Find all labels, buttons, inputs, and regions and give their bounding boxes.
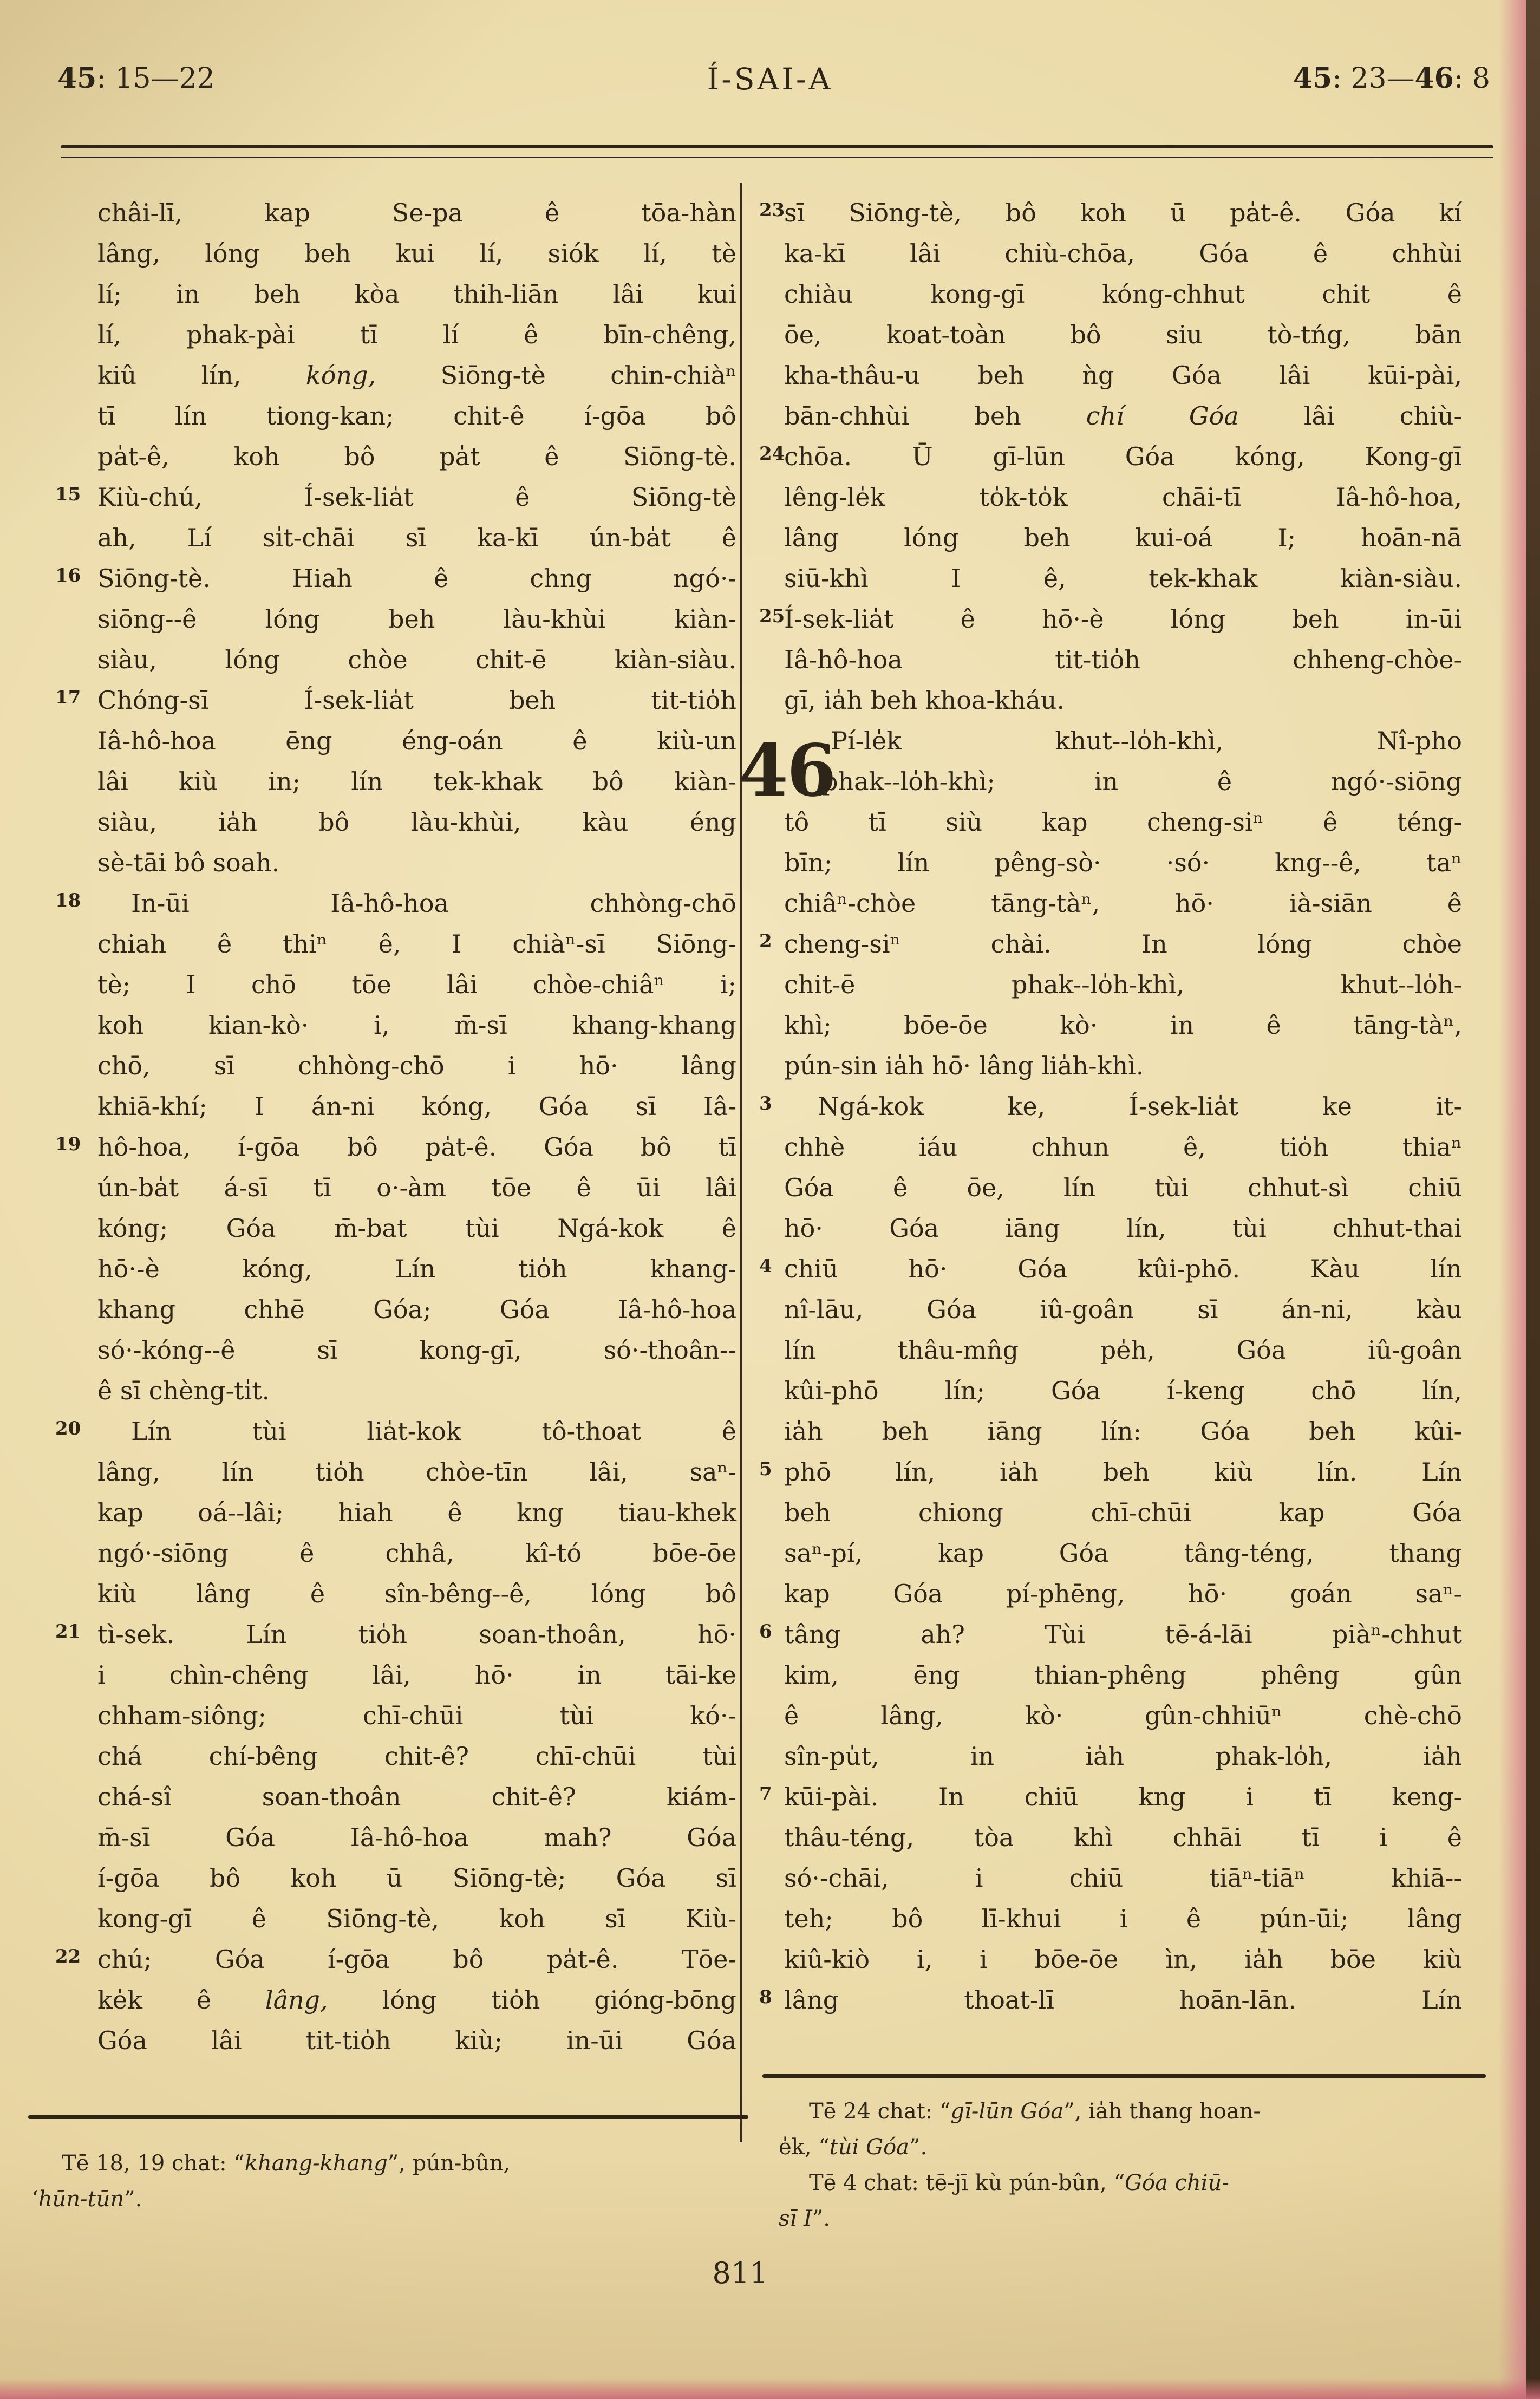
page-edge-dye-right (1499, 0, 1527, 2399)
text-line: 17 Chóng-sī Í-sek-lia̍t beh tit-tio̍h (97, 680, 736, 721)
text-line: chá-sî soan-thoân chit-ê? kiám- (97, 1782, 736, 1811)
verse-number: 4 (759, 1255, 772, 1277)
text-line: khiā-khí; I án-ni kóng, Góa sī Iâ- (97, 1092, 736, 1121)
footnote-line: ‘hūn-tūn”. (31, 2187, 142, 2212)
verse-number: 3 (759, 1093, 772, 1114)
text-line: beh chiong chī-chūi kap Góa (784, 1498, 1462, 1527)
text-line: 5 phō lín, ia̍h beh kiù lín. Lín (784, 1452, 1462, 1492)
text-line: chham-siông; chī-chūi tùi kó·- (97, 1701, 736, 1730)
text-line: sè-tāi bô soah. (97, 848, 280, 877)
text-line: 15 Kiù-chú, Í-sek-lia̍t ê Siōng-tè (97, 477, 736, 518)
verse-number: 5 (759, 1458, 772, 1480)
text-line: tī lín tiong-kan; chit-ê í-gōa bô (97, 401, 736, 431)
text-line: 20 Lín tùi lia̍t-kok tô-thoat ê (97, 1411, 736, 1452)
text-line: lâng, lóng beh kui lí, siók lí, tè (97, 239, 736, 268)
text-line: pún-sin ia̍h hō· lâng lia̍h-khì. (784, 1051, 1144, 1080)
text-line: 25 Í-sek-lia̍t ê hō·-è lóng beh in-ūi (784, 599, 1462, 640)
text-line: só·-chāi, i chiū tiāⁿ-tiāⁿ khiā-- (784, 1863, 1462, 1893)
footnote-rule-right (762, 2074, 1486, 2078)
verse-number: 15 (55, 484, 81, 505)
text-line: thâu-téng, tòa khì chhāi tī i ê (784, 1823, 1462, 1852)
text-line: pa̍t-ê, koh bô pa̍t ê Siōng-tè. (97, 442, 736, 471)
page-title: Í-SAI-A (707, 62, 833, 96)
header-verse-range-left: 45: 15—22 (57, 62, 215, 95)
header-verse-range-right: 45: 23—46: 8 (1293, 62, 1490, 95)
header-rule-top (61, 145, 1493, 148)
text-line: gī, ia̍h beh khoa-kháu. (784, 686, 1065, 715)
text-line: Pí-le̍k khut--lo̍h-khì, Nî-pho (831, 726, 1462, 755)
text-line: ún-ba̍t á-sī tī o·-àm tōe ê ūi lâi (97, 1173, 736, 1202)
text-line: siàu, ia̍h bô làu-khùi, kàu éng (97, 807, 736, 837)
text-line: ka-kī lâi chiù-chōa, Góa ê chhùi (784, 239, 1462, 268)
text-line: ngó·-siōng ê chhâ, kî-tó bōe-ōe (97, 1539, 736, 1568)
header-rule-bottom (61, 157, 1493, 158)
column-divider (740, 183, 742, 2142)
text-line: kap Góa pí-phēng, hō· goán saⁿ- (784, 1579, 1462, 1608)
text-line: ah, Lí si̍t-chāi sī ka-kī ún-ba̍t ê (97, 523, 736, 552)
text-line: lí, phak-pài tī lí ê bīn-chêng, (97, 320, 736, 349)
footnote-line: e̍k, “tùi Góa”. (779, 2135, 928, 2160)
text-line: kap oá--lâi; hiah ê kng tiau-khek (97, 1498, 736, 1527)
verse-number: 8 (759, 1986, 772, 2008)
text-line: siàu, lóng chòe chit-ē kiàn-siàu. (97, 645, 736, 674)
left-text-column (55, 193, 736, 2061)
text-line: kiù lâng ê sîn-bêng--ê, lóng bô (97, 1579, 736, 1608)
text-line: 6 tâng ah? Tùi tē-á-lāi piàⁿ-chhut (784, 1614, 1462, 1655)
text-line: 3 Ngá-kok ke, Í-sek-lia̍t ke it- (784, 1086, 1462, 1127)
text-line: nî-lāu, Góa iû-goân sī án-ni, kàu (784, 1295, 1462, 1324)
text-line: chá chí-bêng chit-ê? chī-chūi tùi (97, 1742, 736, 1771)
verse-number: 20 (55, 1418, 81, 1439)
text-line: châi-lī, kap Se-pa ê tōa-hàn (97, 198, 736, 227)
text-line: Iâ-hô-hoa ēng éng-oán ê kiù-un (97, 726, 736, 755)
text-line: kiû lín, kóng, Siōng-tè chin-chiàⁿ (97, 361, 736, 390)
footnote-rule-left (28, 2115, 748, 2119)
text-line: Góa lâi tit-tio̍h kiù; in-ūi Góa (97, 2026, 736, 2055)
verse-number: 18 (55, 890, 81, 911)
text-line: bān-chhùi beh chí Góa lâi chiù- (784, 401, 1462, 431)
text-line: tô tī siù kap cheng-siⁿ ê téng- (784, 807, 1462, 837)
chapter-number: 46 (739, 729, 835, 813)
text-line: í-gōa bô koh ū Siōng-tè; Góa sī (97, 1863, 736, 1893)
text-line: 2 cheng-siⁿ chài. In lóng chòe (784, 924, 1462, 964)
text-line: chiàu kong-gī kóng-chhut chit ê (784, 279, 1462, 309)
text-line: ia̍h beh iāng lín: Góa beh kûi- (784, 1417, 1462, 1446)
text-line: ê sī chèng-ti̍t. (97, 1376, 270, 1405)
text-line: chhè iáu chhun ê, tio̍h thiaⁿ (784, 1132, 1462, 1162)
text-line: lín thâu-mn̂g pe̍h, Góa iû-goân (784, 1335, 1462, 1365)
right-text-column (739, 193, 1462, 2020)
text-line: chiâⁿ-chòe tāng-tàⁿ, hō· ià-siān ê (784, 889, 1462, 918)
text-line: khang chhē Góa; Góa Iâ-hô-hoa (97, 1295, 736, 1324)
text-line: m̄-sī Góa Iâ-hô-hoa mah? Góa (97, 1823, 736, 1852)
text-line: koh kian-kò· i, m̄-sī khang-khang (97, 1011, 736, 1040)
text-line: kha-thâu-u beh ǹg Góa lâi kūi-pài, (784, 361, 1462, 390)
text-line: sîn-pu̍t, in ia̍h phak-lo̍h, ia̍h (784, 1742, 1462, 1771)
page-edge-dye-bottom (0, 2378, 1540, 2399)
verse-number: 22 (55, 1946, 81, 1967)
text-line: teh; bô lī-khui i ê pún-ūi; lâng (784, 1904, 1462, 1933)
text-line: siū-khì I ê, tek-khak kiàn-siàu. (784, 564, 1462, 593)
text-line: só·-kóng--ê sī kong-gī, só·-thoân-- (97, 1335, 736, 1365)
text-line: hō· Góa iāng lín, tùi chhut-thai (784, 1214, 1462, 1243)
text-line: 4 chiū hō· Góa kûi-phō. Kàu lín (784, 1249, 1462, 1289)
text-line: saⁿ-pí, kap Góa tâng-téng, thang (784, 1539, 1462, 1568)
text-line: kiû-kiò i, i bōe-ōe ìn, ia̍h bōe kiù (784, 1945, 1462, 1974)
verse-number: 24 (759, 443, 785, 465)
text-line: ōe, koat-toàn bô siu tò-tńg, bān (784, 320, 1462, 349)
text-line: i chìn-chêng lâi, hō· in tāi-ke (97, 1660, 736, 1690)
verse-number: 23 (759, 199, 785, 221)
verse-number: 17 (55, 687, 81, 708)
text-line: 19 hô-hoa, í-gōa bô pa̍t-ê. Góa bô tī (97, 1127, 736, 1168)
verse-number: 19 (55, 1133, 81, 1155)
page-number: 811 (712, 2256, 768, 2290)
verse-number: 16 (55, 565, 81, 586)
text-line: phak--lo̍h-khì; in ê ngó·-siōng (822, 767, 1462, 796)
text-line: chit-ē phak--lo̍h-khì, khut--lo̍h- (784, 970, 1462, 999)
text-line: kûi-phō lín; Góa í-keng chō lín, (784, 1376, 1462, 1405)
text-line: 18 In-ūi Iâ-hô-hoa chhòng-chō (97, 883, 736, 924)
text-line: tè; I chō tōe lâi chòe-chiâⁿ i; (97, 970, 736, 999)
text-line: ke̍k ê lâng, lóng tio̍h gióng-bōng (97, 1985, 736, 2015)
text-line: 24 chōa. Ū gī-lūn Góa kóng, Kong-gī (784, 436, 1462, 477)
verse-number: 25 (759, 605, 785, 627)
verse-number: 7 (759, 1783, 772, 1805)
text-line: khì; bōe-ōe kò· in ê tāng-tàⁿ, (784, 1011, 1462, 1040)
footnote-line: Tē 24 chat: “gī-lūn Góa”, ia̍h thang hoan- (809, 2099, 1261, 2124)
text-line: hō·-è kóng, Lín tio̍h khang- (97, 1254, 736, 1283)
verse-number: 2 (759, 930, 772, 952)
text-line: Góa ê ōe, lín tùi chhut-sì chiū (784, 1173, 1462, 1202)
text-line: 21 tì-sek. Lín tio̍h soan-thoân, hō· (97, 1614, 736, 1655)
text-line: kóng; Góa m̄-bat tùi Ngá-kok ê (97, 1214, 736, 1243)
text-line: lâng lóng beh kui-oá I; hoān-nā (784, 523, 1462, 552)
text-line: kong-gī ê Siōng-tè, koh sī Kiù- (97, 1904, 736, 1933)
book-edge-shadow-right (1526, 0, 1540, 2399)
text-line: kim, ēng thian-phêng phêng gûn (784, 1660, 1462, 1690)
footnote-line: sī I”. (779, 2206, 831, 2231)
text-line: chiah ê thiⁿ ê, I chiàⁿ-sī Siōng- (97, 929, 736, 959)
text-line: 16 Siōng-tè. Hiah ê chng ngó·- (97, 558, 736, 599)
footnote-line: Tē 18, 19 chat: “khang-khang”, pún-bûn, (62, 2151, 511, 2176)
footnote-line: Tē 4 chat: tē-jī kù pún-bûn, “Góa chiū- (809, 2170, 1229, 2195)
text-line: siōng--ê lóng beh làu-khùi kiàn- (97, 604, 736, 634)
verse-number: 21 (55, 1621, 81, 1642)
footnote-block-left (31, 2146, 755, 2217)
text-line: bīn; lín pêng-sò· ·só· kng--ê, taⁿ (784, 848, 1462, 877)
text-line: chō, sī chhòng-chō i hō· lâng (97, 1051, 736, 1080)
text-line: lí; in beh kòa thih-liān lâi kui (97, 279, 736, 309)
text-line: ê lâng, kò· gûn-chhiūⁿ chè-chō (784, 1701, 1462, 1730)
text-line: 22 chú; Góa í-gōa bô pa̍t-ê. Tōe- (97, 1939, 736, 1980)
text-line: 23 sī Siōng-tè, bô koh ū pa̍t-ê. Góa kí (784, 193, 1462, 233)
text-line: 7 kūi-pài. In chiū kng i tī keng- (784, 1777, 1462, 1817)
verse-number: 6 (759, 1621, 772, 1642)
text-line: lâi kiù in; lín tek-khak bô kiàn- (97, 767, 736, 796)
text-line: Iâ-hô-hoa tit-tio̍h chheng-chòe- (784, 645, 1462, 674)
text-line: 8 lâng thoat-lī hoān-lān. Lín (784, 1980, 1462, 2020)
footnote-block-right (779, 2094, 1478, 2237)
text-line: lêng-le̍k to̍k-to̍k chāi-tī Iâ-hô-hoa, (784, 483, 1462, 512)
text-line: lâng, lín tio̍h chòe-tīn lâi, saⁿ- (97, 1457, 736, 1487)
